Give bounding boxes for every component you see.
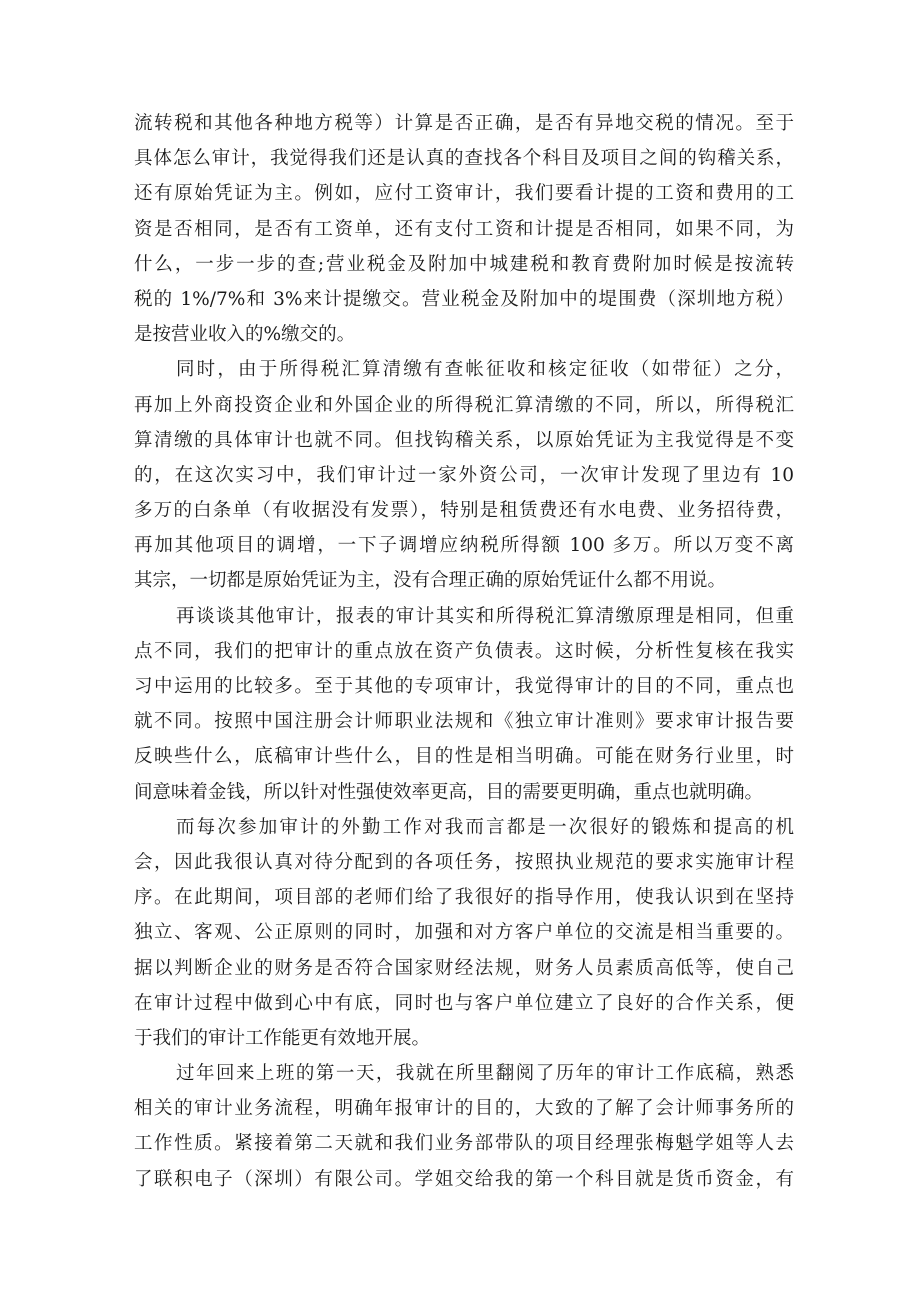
text-line: 再加上外商投资企业和外国企业的所得税汇算清缴的不同，所以，所得税汇 (134, 394, 794, 416)
text-line: 再加其他项目的调增，一下子调增应纳税所得额 100 多万。所以万变不离 (134, 535, 794, 557)
text-line: 在审计过程中做到心中有底，同时也与客户单位建立了良好的合作关系，便 (134, 992, 794, 1014)
text-line: 算清缴的具体审计也就不同。但找钩稽关系，以原始凭证为主我觉得是不变 (134, 429, 794, 451)
text-line: 了联积电子（深圳）有限公司。学姐交给我的第一个科目就是货币资金，有 (134, 1168, 794, 1190)
document-body (134, 106, 794, 1197)
text-line: 反映些什么，底稿审计些什么，目的性是相当明确。可能在财务行业里，时 (134, 746, 794, 768)
text-line: 就不同。按照中国注册会计师职业法规和《独立审计准则》要求审计报告要 (134, 711, 794, 733)
text-line: 间意味着金钱，所以针对性强使效率更高，目的需要更明确，重点也就明确。 (134, 781, 764, 803)
paragraph-4 (134, 810, 794, 1056)
paragraph-2 (134, 352, 794, 598)
text-line: 流转税和其他各种地方税等）计算是否正确，是否有异地交税的情况。至于 (134, 113, 794, 134)
text-line: 过年回来上班的第一天，我就在所里翻阅了历年的审计工作底稿，熟悉 (176, 1063, 794, 1085)
text-line: 资是否相同，是否有工资单，还有支付工资和计提是否相同，如果不同，为 (134, 218, 794, 240)
paragraph-3 (134, 599, 794, 810)
text-line: 序。在此期间，项目部的老师们给了我很好的指导作用，使我认识到在坚持 (134, 887, 794, 909)
text-line: 的，在这次实习中，我们审计过一家外资公司，一次审计发现了里边有 10 (134, 464, 794, 486)
text-line: 据以判断企业的财务是否符合国家财经法规，财务人员素质高低等，使自己 (134, 957, 794, 979)
text-line: 多万的白条单（有收据没有发票），特别是租赁费还有水电费、业务招待费， (134, 500, 794, 522)
paragraph-1 (134, 106, 794, 352)
paragraph-5 (134, 1056, 794, 1197)
text-line: 什么，一步一步的查;营业税金及附加中城建税和教育费附加时候是按流转 (134, 253, 794, 275)
text-line: 同时，由于所得税汇算清缴有查帐征收和核定征收（如带征）之分， (176, 359, 794, 381)
text-line: 习中运用的比较多。至于其他的专项审计，我觉得审计的目的不同，重点也 (134, 676, 794, 697)
text-line: 再谈谈其他审计，报表的审计其实和所得税汇算清缴原理是相同，但重 (176, 605, 794, 627)
text-line: 税的 1%/7%和 3%来计提缴交。营业税金及附加中的堤围费（深圳地方税） (134, 288, 794, 310)
text-line: 其宗，一切都是原始凭证为主，没有合理正确的原始凭证什么都不用说。 (134, 570, 727, 592)
text-line: 于我们的审计工作能更有效地开展。 (134, 1027, 431, 1049)
text-line: 独立、客观、公正原则的同时，加强和对方客户单位的交流是相当重要的。 (134, 922, 794, 944)
text-line: 具体怎么审计，我觉得我们还是认真的查找各个科目及项目之间的钩稽关系， (134, 148, 794, 170)
text-line: 而每次参加审计的外勤工作对我而言都是一次很好的锻炼和提高的机 (176, 816, 794, 838)
text-line: 工作性质。紧接着第二天就和我们业务部带队的项目经理张梅魁学姐等人去 (134, 1133, 794, 1155)
text-line: 相关的审计业务流程，明确年报审计的目的，大致的了解了会计师事务所的 (134, 1098, 794, 1120)
text-line: 还有原始凭证为主。例如，应付工资审计，我们要看计提的工资和费用的工 (134, 183, 794, 205)
text-line: 是按营业收入的%缴交的。 (134, 324, 356, 346)
text-line: 会，因此我很认真对待分配到的各项任务，按照执业规范的要求实施审计程 (134, 851, 794, 873)
text-line: 点不同，我们的把审计的重点放在资产负债表。这时候，分析性复核在我实 (134, 640, 794, 662)
